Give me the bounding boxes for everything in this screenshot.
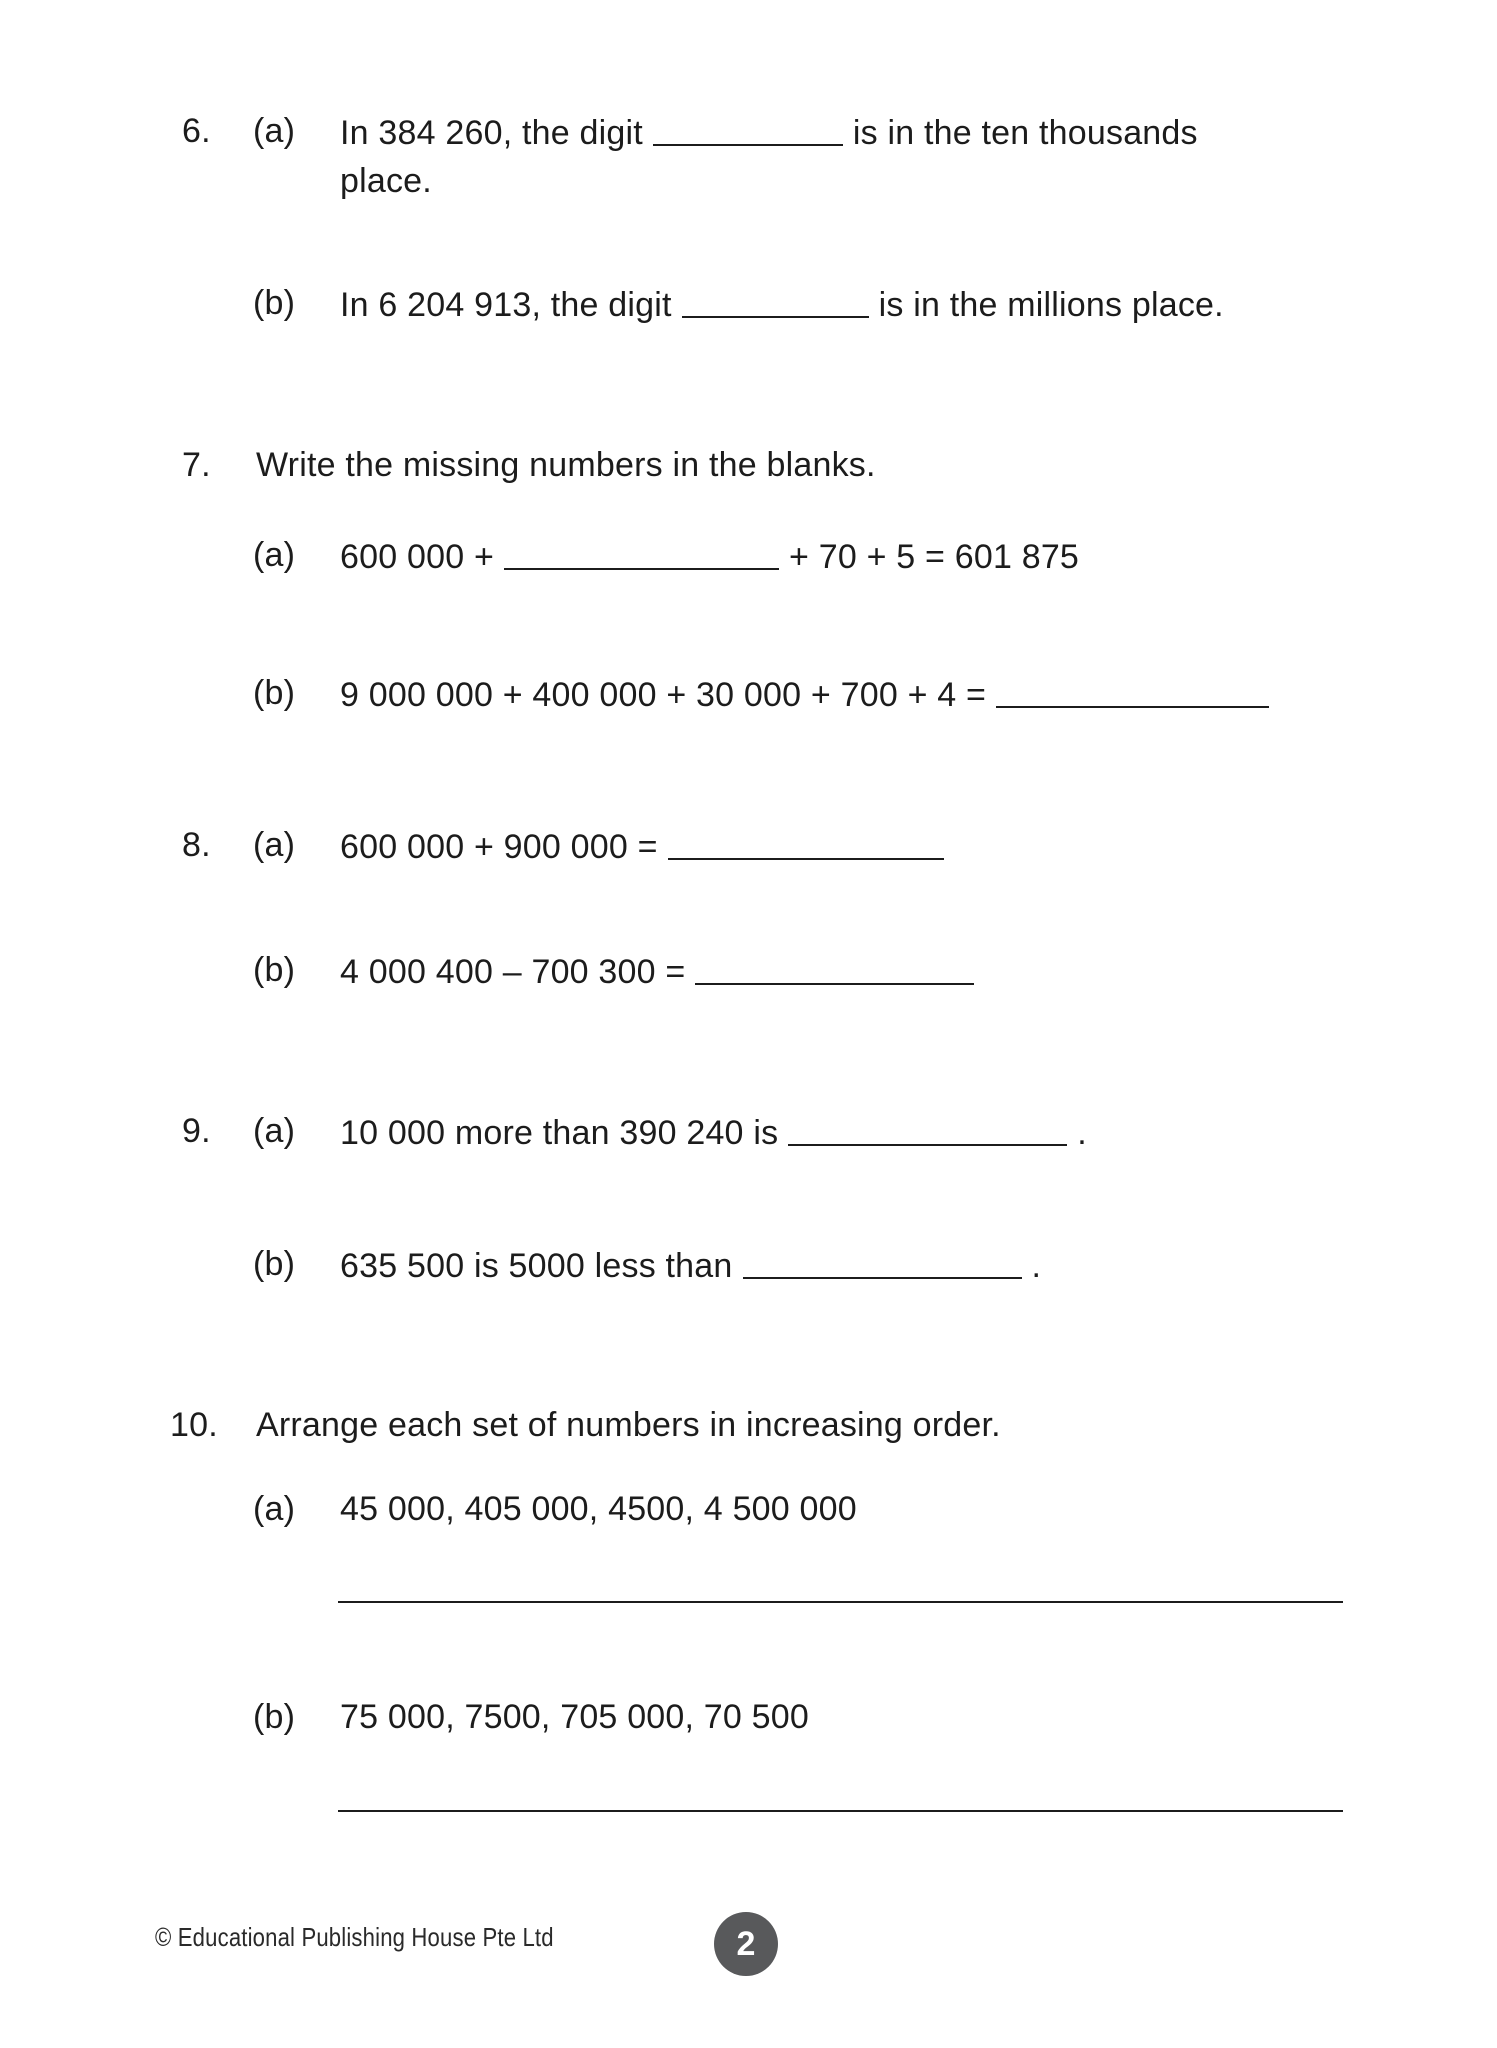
question-heading: Arrange each set of numbers in increasing order.	[256, 1406, 1001, 1444]
question-text	[340, 114, 1198, 152]
answer-blank[interactable]	[788, 1114, 1067, 1146]
page-number-badge	[714, 1912, 778, 1976]
question-text-pre: 600 000 + 900 000 =	[340, 828, 658, 866]
question-heading: Write the missing numbers in the blanks.	[256, 446, 876, 484]
part-label: (b)	[253, 1245, 296, 1283]
question-text	[340, 286, 1224, 324]
answer-blank[interactable]	[996, 676, 1269, 708]
answer-line[interactable]	[338, 1810, 1343, 1812]
question-text	[340, 1114, 1087, 1152]
question-text-post: + 70 + 5 = 601 875	[789, 538, 1080, 576]
question-text-pre: 10 000 more than 390 240 is	[340, 1114, 779, 1152]
question-text-pre: In 384 260, the digit	[340, 114, 643, 152]
question-number: 10.	[170, 1406, 218, 1444]
part-label: (a)	[253, 1112, 296, 1150]
question-text-pre: 600 000 +	[340, 538, 495, 576]
part-label: (b)	[253, 674, 296, 712]
question-text-post: is in the ten thousands	[852, 114, 1198, 152]
answer-blank[interactable]	[682, 286, 869, 318]
number-set: 75 000, 7500, 705 000, 70 500	[340, 1698, 810, 1736]
question-text-post: is in the millions place.	[878, 286, 1224, 324]
copyright-notice: © Educational Publishing House Pte Ltd	[155, 1922, 554, 1952]
part-label: (a)	[253, 112, 296, 150]
part-label: (a)	[253, 1490, 296, 1528]
question-number: 8.	[182, 826, 211, 864]
question-text-pre: In 6 204 913, the digit	[340, 286, 672, 324]
part-label: (b)	[253, 284, 296, 322]
question-text-pre: 635 500 is 5000 less than	[340, 1247, 733, 1285]
question-text	[340, 538, 1079, 576]
question-text	[340, 676, 1279, 714]
part-label: (a)	[253, 536, 296, 574]
question-text	[340, 953, 984, 991]
number-set: 45 000, 405 000, 4500, 4 500 000	[340, 1490, 857, 1528]
question-text-post: .	[1077, 1114, 1087, 1152]
answer-line[interactable]	[338, 1601, 1343, 1603]
part-label: (b)	[253, 1698, 296, 1736]
page-number: 2	[736, 1924, 756, 1963]
part-label: (a)	[253, 826, 296, 864]
answer-blank[interactable]	[695, 953, 974, 985]
question-text-continuation: place.	[340, 162, 432, 200]
question-text-pre: 9 000 000 + 400 000 + 30 000 + 700 + 4 =	[340, 676, 987, 714]
answer-blank[interactable]	[743, 1247, 1022, 1279]
question-text-post: .	[1031, 1247, 1042, 1285]
question-number: 6.	[182, 112, 211, 150]
question-text-pre: 4 000 400 – 700 300 =	[340, 953, 686, 991]
answer-blank[interactable]	[653, 114, 843, 146]
answer-blank[interactable]	[504, 538, 779, 570]
answer-blank[interactable]	[668, 828, 944, 860]
question-number: 7.	[182, 446, 211, 484]
question-text	[340, 828, 954, 866]
question-number: 9.	[182, 1112, 211, 1150]
question-text	[340, 1247, 1041, 1285]
part-label: (b)	[253, 951, 296, 989]
